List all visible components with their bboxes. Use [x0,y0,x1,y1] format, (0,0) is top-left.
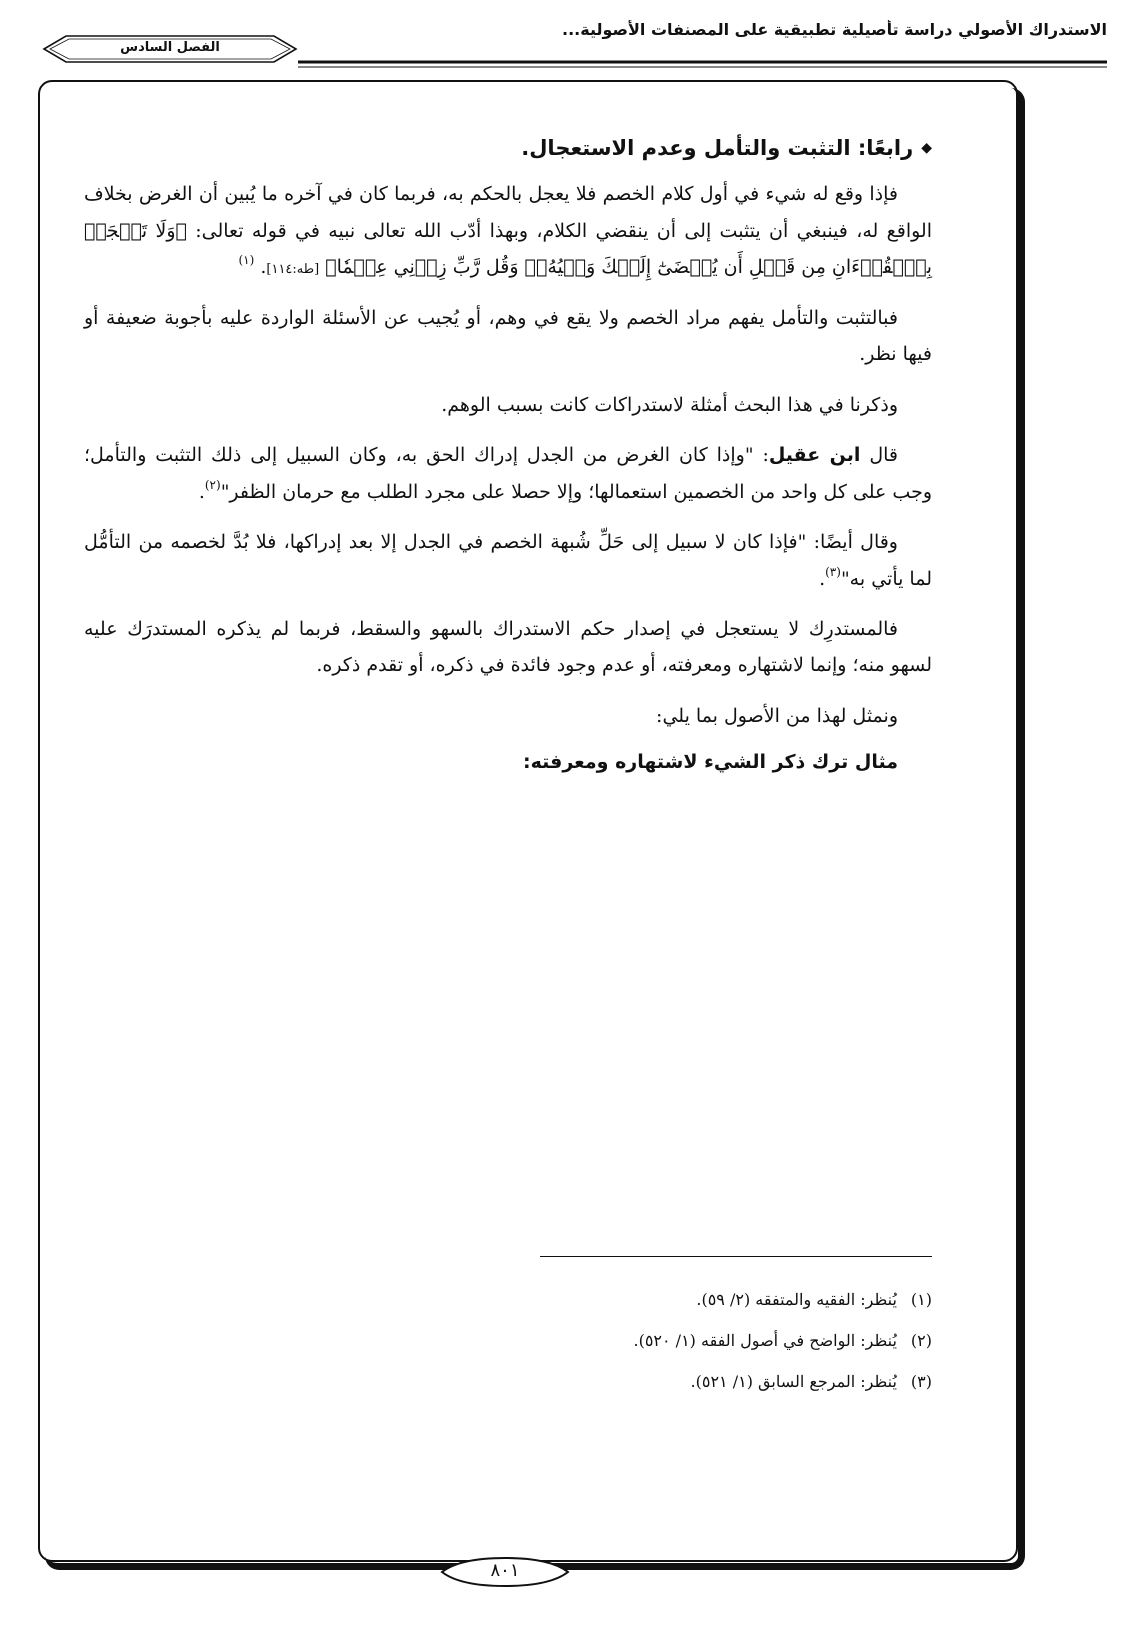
footnote-separator [540,1256,932,1257]
footnote-number: (٢) [910,1330,932,1350]
quran-verse: ﴿وَلَا تَعۡجَلۡ بِٱلۡقُرۡءَانِ مِن قَبۡلِ أَن يُقۡضَىٰٓ إِلَيۡكَ وَحۡيُهُۥۖ وَقُل رَّبِّ زِدۡنِي عِلۡمٗا﴾ [84,219,932,279]
paragraph-7: ونمثل لهذا من الأصول بما يلي: [656,704,898,727]
paragraph-1-end: . [260,256,267,279]
footnote-number: (٣) [910,1371,932,1391]
verse-reference: [طه:١١٤] [266,262,320,278]
paragraph-5-quote: وقال أيضًا: "فإذا كان لا سبيل إلى حَلِّ شُبهة الخصم في الجدل إلا بعد إدراكها، فلا بُدَّ لخصمه من التأمُّل لما يأتي به" [84,531,932,590]
paragraph-5 [84,524,932,597]
paragraph-4-end: . [198,480,205,503]
page-number: ٨٠١ [490,1560,520,1581]
footnote-2 [84,1331,932,1352]
footnote-3 [84,1372,932,1393]
paragraph-4-lead: قال [869,444,898,467]
section-heading-text: رابعًا: التثبت والتأمل وعدم الاستعجال. [521,136,914,160]
paragraph-1-text: فإذا وقع له شيء في أول كلام الخصم فلا يعجل بالحكم به، فربما كان في آخره ما يُبين أن الغرض بخلاف الواقع له، فينبغي أن يتثبت إلى أن ينقضي الكلام، وبهذا أدّب الله تعالى نبيه في قوله تعالى: [84,183,932,242]
paragraph-6: فالمستدرِك لا يستعجل في إصدار حكم الاستدراك بالسهو والسقط، فربما لم يذكره المستدرَك عليه لسهو منه؛ وإنما لاشتهاره ومعرفته، أو عدم وجود فائدة في ذكره، أو تقدم ذكره. [84,618,932,677]
paragraph-3: وذكرنا في هذا البحث أمثلة لاستدراكات كانت بسبب الوهم. [441,393,898,416]
paragraph-4 [84,437,932,510]
diamond-bullet-icon: ◆ [921,140,932,156]
paragraph-5-end: . [819,567,826,590]
footnote-marker-1: (١) [238,253,255,268]
header-rule [42,60,1107,70]
section-heading [84,128,932,168]
footnote-number: (١) [910,1290,932,1309]
example-subheading: مثال ترك ذكر الشيء لاشتهاره ومعرفته: [523,751,898,774]
footnote-marker-2: (٢) [204,477,221,492]
paragraph-1 [84,176,932,285]
main-content [84,128,932,781]
page-number-badge [440,1555,570,1589]
book-title: الاستدراك الأصولي دراسة تأصيلية تطبيقية على المصنفات الأصولية... [562,20,1107,39]
footnotes [84,1290,932,1412]
footnote-marker-3: (٣) [825,564,841,579]
footnote-text: يُنظر: الفقيه والمتفقه (٢/ ٥٩). [696,1290,897,1309]
footnote-text: يُنظر: الواضح في أصول الفقه (١/ ٥٢٠). [633,1330,897,1350]
author-name: ابن عقيل [768,444,861,467]
footnote-text: يُنظر: المرجع السابق (١/ ٥٢١). [690,1371,897,1391]
chapter-label: الفصل السادس [120,40,220,55]
paragraph-2: فبالتثبت والتأمل يفهم مراد الخصم ولا يقع في وهم، أو يُجيب عن الأسئلة الواردة عليه بأجوبة ضعيفة أو فيها نظر. [84,306,932,366]
paragraph-4-quote: : "وإذا كان الغرض من الجدل إدراك الحق به، وكان السبيل إلى ذلك التثبت والتأمل؛ وجب على كل واحد من الخصمين استعمالها؛ وإلا حصلا على مجرد الطلب مع حرمان الظفر" [84,444,932,503]
footnote-1 [84,1290,932,1311]
